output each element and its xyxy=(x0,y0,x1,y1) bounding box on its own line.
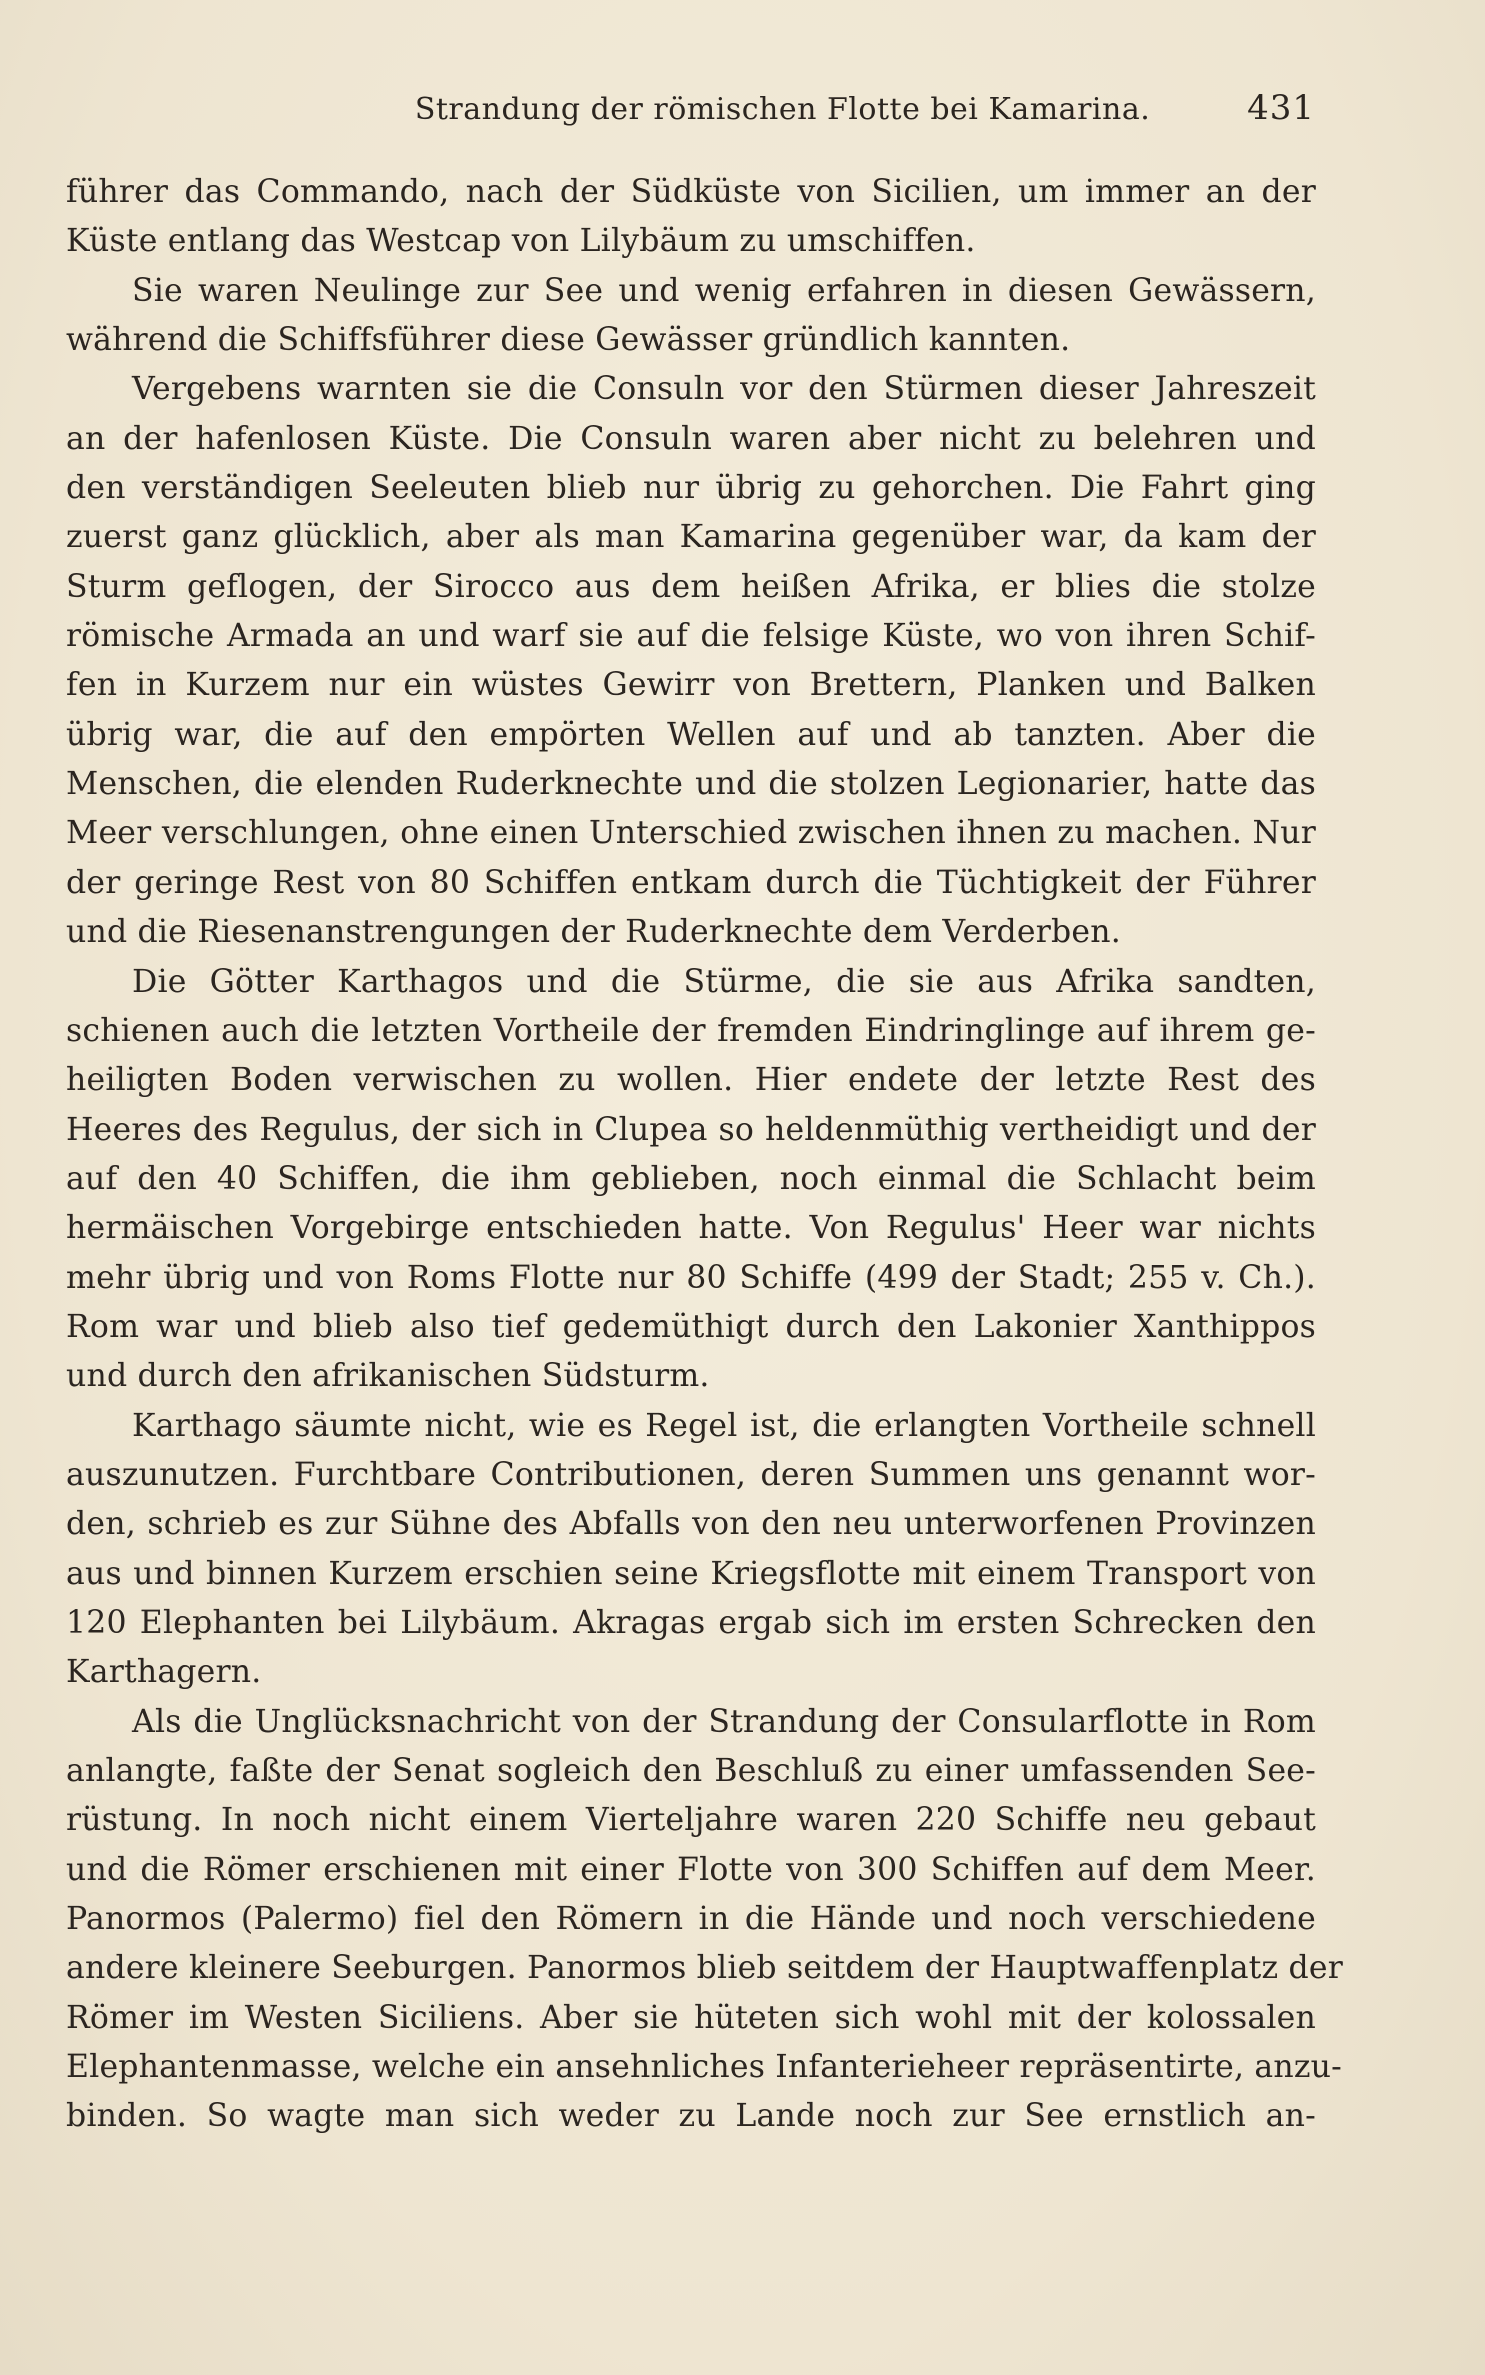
text-line: an der hafenlosen Küste. Die Consuln waren aber nicht zu belehren und xyxy=(66,420,1316,457)
text-line: Panormos (Palermo) fiel den Römern in die Hände und noch verschiedene xyxy=(66,1901,1316,1938)
page-number: 431 xyxy=(1247,88,1315,128)
paragraph-first-line: Vergebens warnten sie die Consuln vor den Stürmen dieser Jahreszeit xyxy=(132,371,1316,408)
text-line: übrig war, die auf den empörten Wellen auf und ab tanzten. Aber die xyxy=(66,716,1316,753)
text-line: Sturm geflogen, der Sirocco aus dem heißen Afrika, er blies die stolze xyxy=(66,568,1316,605)
text-line: und die Riesenanstrengungen der Ruderknechte dem Verderben. xyxy=(66,914,1121,951)
text-line: andere kleinere Seeburgen. Panormos blieb seitdem der Hauptwaffenplatz der xyxy=(66,1950,1344,1987)
paragraph-first-line: Karthago säumte nicht, wie es Regel ist, die erlangten Vortheile schnell xyxy=(132,1407,1316,1444)
text-line: zuerst ganz glücklich, aber als man Kamarina gegenüber war, da kam der xyxy=(66,519,1316,556)
text-line: und die Römer erschienen mit einer Flotte von 300 Schiffen auf dem Meer. xyxy=(66,1851,1316,1888)
text-line: hermäischen Vorgebirge entschieden hatte. Von Regulus' Heer war nichts xyxy=(66,1210,1316,1247)
running-title: Strandung der römischen Flotte bei Kamarina. xyxy=(414,92,1151,127)
text-line: fen in Kurzem nur ein wüstes Gewirr von Brettern, Planken und Balken xyxy=(66,667,1316,704)
running-head xyxy=(68,88,1315,132)
body-text xyxy=(66,168,1344,2142)
text-line: während die Schiffsführer diese Gewässer gründlich kannten. xyxy=(66,322,1071,359)
text-line: Küste entlang das Westcap von Lilybäum zu umschiffen. xyxy=(66,223,976,260)
text-line: Menschen, die elenden Ruderknechte und die stolzen Legionarier, hatte das xyxy=(66,766,1316,803)
text-line: binden. So wagte man sich weder zu Lande noch zur See ernstlich an- xyxy=(66,2098,1316,2135)
text-line: schienen auch die letzten Vortheile der fremden Eindringlinge auf ihrem ge- xyxy=(66,1012,1316,1049)
paragraph-first-line: Die Götter Karthagos und die Stürme, die sie aus Afrika sandten, xyxy=(132,963,1316,1000)
text-line: mehr übrig und von Roms Flotte nur 80 Schiffe (499 der Stadt; 255 v. Ch.). xyxy=(66,1259,1316,1296)
text-line: der geringe Rest von 80 Schiffen entkam durch die Tüchtigkeit der Führer xyxy=(66,864,1316,901)
text-line: aus und binnen Kurzem erschien seine Kriegsflotte mit einem Transport von xyxy=(66,1555,1316,1592)
text-line: Meer verschlungen, ohne einen Unterschied zwischen ihnen zu machen. Nur xyxy=(66,815,1316,852)
text-line: den, schrieb es zur Sühne des Abfalls von den neu unterworfenen Provinzen xyxy=(66,1506,1316,1543)
text-line: Elephantenmasse, welche ein ansehnliches Infanterieheer repräsentirte, anzu- xyxy=(66,2049,1342,2086)
text-line: anlangte, faßte der Senat sogleich den Beschluß zu einer umfassenden See- xyxy=(66,1753,1316,1789)
text-line: heiligten Boden verwischen zu wollen. Hier endete der letzte Rest des xyxy=(66,1062,1316,1099)
text-line: auszunutzen. Furchtbare Contributionen, deren Summen uns genannt wor- xyxy=(66,1456,1316,1493)
text-line: und durch den afrikanischen Südsturm. xyxy=(66,1358,710,1395)
text-line: römische Armada an und warf sie auf die felsige Küste, wo von ihren Schif- xyxy=(66,618,1316,655)
text-line: Heeres des Regulus, der sich in Clupea so heldenmüthig vertheidigt und der xyxy=(66,1111,1316,1148)
paragraph-first-line: Sie waren Neulinge zur See und wenig erfahren in diesen Gewässern, xyxy=(132,272,1316,309)
paragraph-first-line: Als die Unglücksnachricht von der Strandung der Consularflotte in Rom xyxy=(132,1703,1316,1740)
text-line: auf den 40 Schiffen, die ihm geblieben, noch einmal die Schlacht beim xyxy=(66,1160,1316,1197)
text-line: Rom war und blieb also tief gedemüthigt durch den Lakonier Xanthippos xyxy=(66,1308,1316,1345)
text-line: den verständigen Seeleuten blieb nur übrig zu gehorchen. Die Fahrt ging xyxy=(66,470,1316,507)
text-line: Römer im Westen Siciliens. Aber sie hüteten sich wohl mit der kolossalen xyxy=(66,1999,1316,2036)
text-line: Karthagern. xyxy=(66,1654,262,1691)
text-line: 120 Elephanten bei Lilybäum. Akragas ergab sich im ersten Schrecken den xyxy=(66,1604,1316,1641)
text-line: führer das Commando, nach der Südküste von Sicilien, um immer an der xyxy=(66,174,1316,210)
text-line: rüstung. In noch nicht einem Vierteljahre waren 220 Schiffe neu gebaut xyxy=(66,1802,1316,1839)
